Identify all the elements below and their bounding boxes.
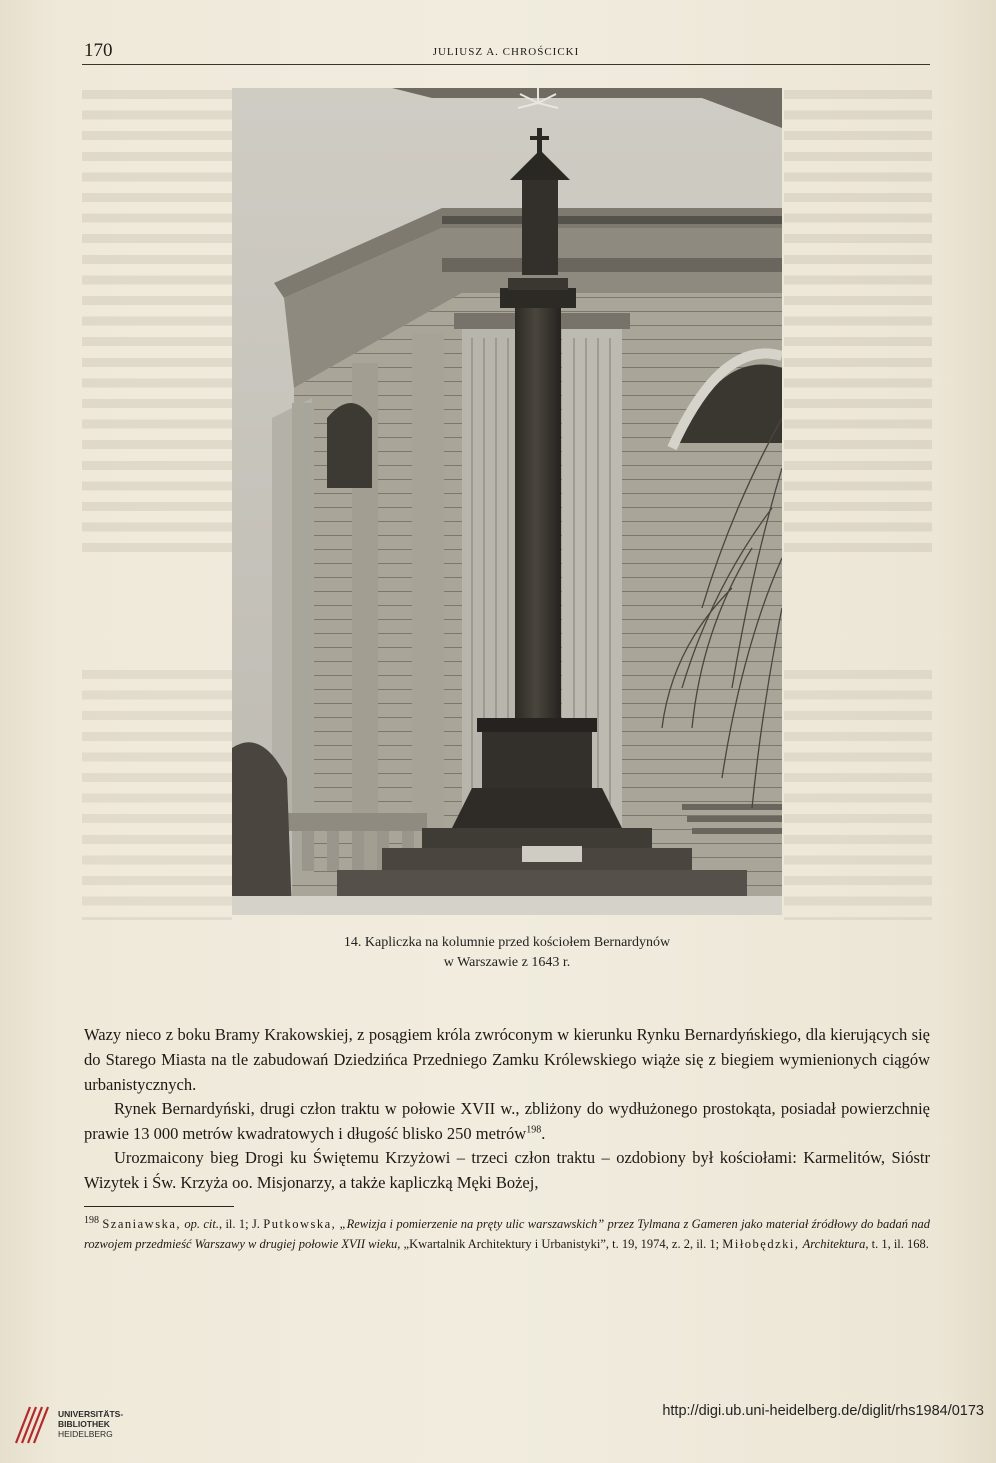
footnote-part-2: , „Kwartalnik Architektury i Urbanistyki”, t. 19, 1974, z. 2, il. 1;	[397, 1236, 720, 1251]
footnote-title-3: Architektura	[802, 1236, 866, 1251]
chapel-column-photo	[232, 88, 782, 915]
footnote-title-2: „Rewizja i pomierzenie na pręty ulic warszawskich” przez Tylmana z Gameren jako materiał źródłowy do badań nad rozwojem przedmieść Warszawy w drugiej połowie XVII wieku	[84, 1217, 931, 1251]
show-through-lower-right	[784, 670, 932, 920]
library-logo-text	[58, 1409, 123, 1439]
body-paragraph-1: Wazy nieco z boku Bramy Krakowskiej, z posągiem króla zwróconym w kierunku Rynku Bernardyńskiego, dla kierujących się do Starego Miasta na tle zabudowań Dziedzińca Przedniego Zamku Królewskiego wiąże się z biegiem wymienionych ciągów urbanistycznych.	[84, 1025, 930, 1094]
figure-caption-line1: 14. Kapliczka na kolumnie przed kościołem Bernardynów	[343, 935, 671, 950]
footnote-author-1: Szaniawska,	[102, 1217, 181, 1231]
footnote-rule	[84, 1206, 234, 1207]
logo-line-1: UNIVERSITÄTS-	[58, 1409, 124, 1419]
paragraph-2-text: Rynek Bernardyński, drugi człon traktu w połowie XVII w., zbliżony do wydłużonego prostokąta, posiadał powierzchnię prawie 13 000 metrów kwadratowych i długość blisko 250 metrów	[84, 1099, 930, 1143]
footnote-198	[84, 1215, 930, 1254]
logo-line-3: HEIDELBERG	[58, 1429, 113, 1439]
footnote-part-3: , t. 1, il. 168.	[865, 1236, 929, 1251]
footnote-author-2: Putkowska,	[263, 1217, 337, 1231]
running-title: JULIUSZ A. CHROŚCICKI	[432, 46, 580, 58]
paragraph-2-end: .	[541, 1124, 546, 1143]
show-through-left	[82, 90, 232, 560]
footnote-author-3: Miłobędzki,	[722, 1236, 800, 1251]
figure-caption-line2: w Warszawie z 1643 r.	[443, 955, 571, 970]
show-through-right	[784, 90, 932, 560]
running-head	[82, 38, 930, 65]
body-paragraph-2	[84, 1096, 930, 1146]
footnote-reference: 198	[526, 1124, 542, 1136]
page-number: 170	[84, 40, 113, 61]
footnote-number: 198	[84, 1214, 99, 1226]
footnote-part-1: , il. 1; J.	[218, 1217, 260, 1231]
logo-line-2: BIBLIOTHEK	[58, 1419, 110, 1429]
show-through-lower-left	[82, 670, 232, 920]
permalink-url[interactable]: http://digi.ub.uni-heidelberg.de/diglit/rhs1984/0173	[662, 1403, 984, 1419]
footnote-cit-1: op. cit.	[184, 1217, 219, 1231]
figure-photo	[232, 88, 782, 915]
body-paragraph-3: Urozmaicony bieg Drogi ku Świętemu Krzyżowi – trzeci człon traktu – ozdobiony był kościołami: Karmelitów, Sióstr Wizytek i Św. Krzyża oo. Misjonarzy, a także kapliczką Męki Bożej,	[84, 1148, 930, 1192]
